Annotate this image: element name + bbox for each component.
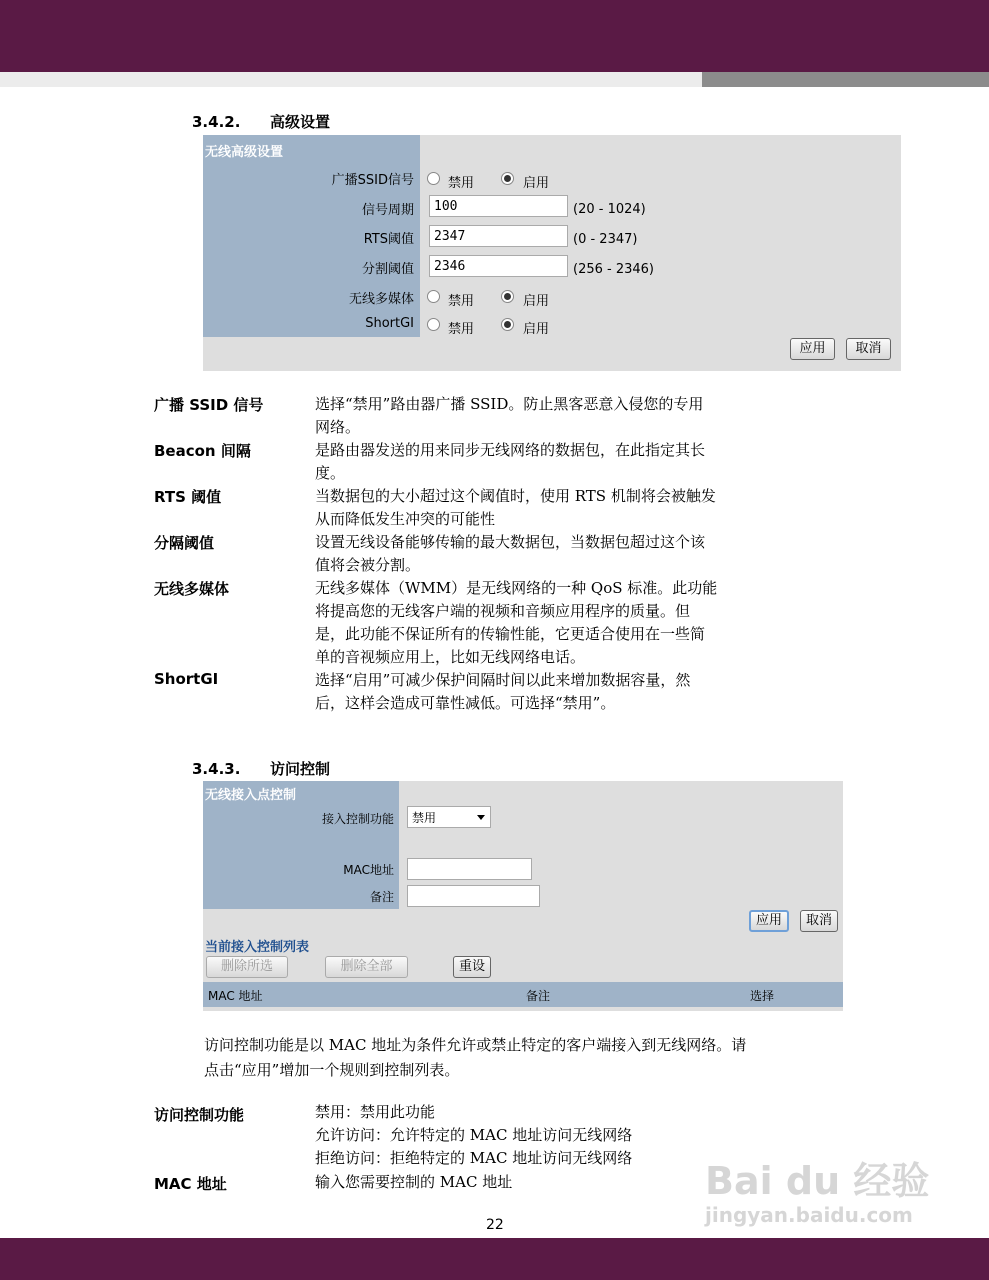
shortgi-label: ShortGI [365,316,414,331]
shortgi-disable-text: 禁用 [448,322,475,337]
chevron-down-icon [477,815,485,820]
advanced-settings-panel [203,135,901,371]
access-control-panel [203,781,843,1011]
def-term: 无线多媒体 [154,580,230,598]
shortgi-enable-radio[interactable] [501,318,514,331]
column-note: 备注 [526,989,551,1003]
rts-input[interactable]: 2347 [429,225,568,247]
def-term: ShortGI [154,670,219,688]
mac-label: MAC地址 [343,863,394,877]
def-term: RTS 阈值 [154,488,222,506]
acl-list-header [203,982,843,1007]
fragment-input[interactable]: 2346 [429,255,568,277]
def-body: 无线多媒体（WMM）是无线网络的一种 QoS 标准。此功能 将提高您的无线客户端的视频和音频应用程序的质量。但 是，此功能不保证所有的传输性能，它更适合使用在一些简 单的音视频应用上，比如无线网络电话。 [315,579,718,666]
section-title: 高级设置 [270,113,331,131]
rts-range: (0 - 2347) [573,232,638,247]
ssid-disable-text: 禁用 [448,176,475,191]
wmm-disable-text: 禁用 [448,294,475,309]
def-body: 禁用：禁用此功能 允许访问：允许特定的 MAC 地址访问无线网络 拒绝访问：拒绝特定的 MAC 地址访问无线网络 [315,1103,633,1167]
section-number: 3.4.2. [192,113,241,131]
watermark-url: jingyan.baidu.com [705,1203,913,1227]
delete-all-button[interactable]: 删除全部 [325,956,408,978]
apply-button[interactable]: 应用 [790,338,835,360]
def-term: 访问控制功能 [154,1106,245,1124]
def-term: 广播 SSID 信号 [154,396,264,414]
def-body: 选择“启用”可减少保护间隔时间以此来增加数据容量，然 后，这样会造成可靠性减低。可选择“禁用”。 [315,671,691,712]
wmm-disable-radio[interactable] [427,290,440,303]
acl-function-select[interactable] [407,806,491,828]
fragment-range: (256 - 2346) [573,262,654,277]
cancel-button[interactable]: 取消 [800,910,838,932]
note-label: 备注 [369,890,394,904]
acl-function-value: 禁用 [412,811,437,825]
note-input[interactable] [407,885,540,907]
acl-function-label: 接入控制功能 [321,812,394,826]
ssid-enable-radio[interactable] [501,172,514,185]
shortgi-disable-radio[interactable] [427,318,440,331]
beacon-range: (20 - 1024) [573,202,646,217]
shortgi-enable-text: 启用 [523,322,550,337]
footer-bar [0,1238,989,1280]
def-term: MAC 地址 [154,1175,227,1193]
wmm-enable-text: 启用 [523,294,550,309]
ssid-disable-radio[interactable] [427,172,440,185]
wmm-label: 无线多媒体 [348,292,414,307]
def-body: 是路由器发送的用来同步无线网络的数据包，在此指定其长 度。 [315,441,706,482]
section-title: 访问控制 [270,760,331,778]
beacon-label: 信号周期 [361,203,414,218]
section-heading-access-control [192,758,330,779]
def-body: 设置无线设备能够传输的最大数据包，当数据包超过这个该 值将会被分割。 [315,533,706,574]
rts-label: RTS阈值 [363,232,414,247]
beacon-input[interactable]: 100 [429,195,568,217]
section-number: 3.4.3. [192,760,241,778]
fragment-label: 分割阈值 [361,262,414,277]
column-mac: MAC 地址 [208,989,263,1003]
acl-list-title: 当前接入控制列表 [205,940,310,955]
section-heading-advanced [192,111,330,132]
def-term: 分隔阈值 [154,534,215,552]
def-body: 选择“禁用”路由器广播 SSID。防止黑客恶意入侵您的专用 网络。 [315,395,704,436]
header-bar [0,0,989,72]
watermark-logo: Bai du 经验 [705,1159,930,1203]
def-body: 输入您需要控制的 MAC 地址 [315,1173,513,1191]
apply-button[interactable]: 应用 [749,910,789,932]
header-stripe-accent [702,72,989,87]
panel-title: 无线接入点控制 [205,788,297,803]
reset-button[interactable]: 重设 [453,956,491,978]
cancel-button[interactable]: 取消 [846,338,891,360]
page-number: 22 [486,1217,504,1233]
access-control-intro: 访问控制功能是以 MAC 地址为条件允许或禁止特定的客户端接入到无线网络。请 点击“应用”增加一个规则到控制列表。 [204,1036,747,1079]
wmm-enable-radio[interactable] [501,290,514,303]
mac-input[interactable] [407,858,532,880]
delete-selected-button[interactable]: 删除所选 [206,956,288,978]
ssid-broadcast-label: 广播SSID信号 [331,173,414,188]
column-select: 选择 [750,989,775,1003]
def-term: Beacon 间隔 [154,442,251,460]
def-body: 当数据包的大小超过这个阈值时，使用 RTS 机制将会被触发 从而降低发生冲突的可能性 [315,487,716,528]
ssid-enable-text: 启用 [523,176,550,191]
panel-title: 无线高级设置 [205,145,284,160]
